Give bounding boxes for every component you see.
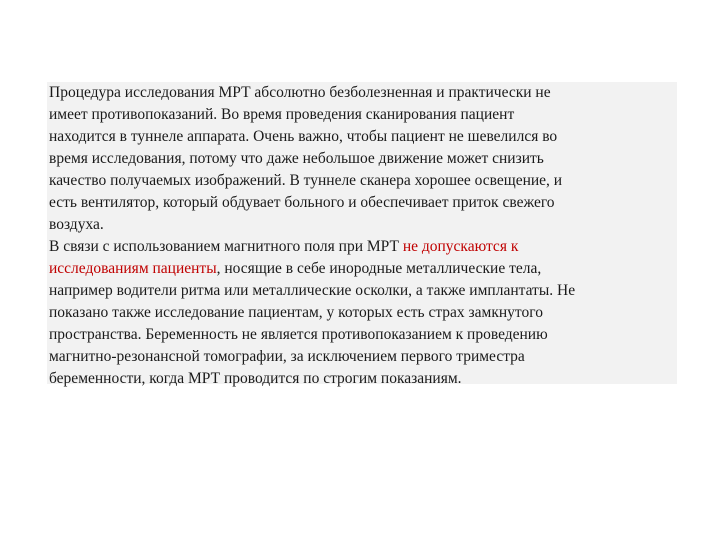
text-block bbox=[47, 82, 677, 387]
paragraph1-line: качество получаемых изображений. В туннеле сканера хорошее освещение, и bbox=[49, 172, 563, 189]
paragraph1-line: есть вентилятор, который обдувает больного и обеспечивает приток свежего bbox=[49, 194, 555, 211]
highlighted-text: исследованиям пациенты bbox=[49, 260, 217, 277]
paragraph2-line: магнитно-резонансной томографии, за исключением первого триместра bbox=[49, 348, 525, 365]
paragraph2-text: , носящие в себе инородные металлические тела, bbox=[216, 260, 542, 277]
paragraph1-line: находится в туннеле аппарата. Очень важно, чтобы пациент не шевелился во bbox=[49, 128, 558, 145]
paragraph2-line: показано также исследование пациентам, у которых есть страх замкнутого bbox=[49, 304, 543, 321]
paragraph2-text: В связи с использованием магнитного поля при МРТ bbox=[49, 238, 403, 255]
paragraph2-line bbox=[49, 236, 518, 258]
paragraph2-line: например водители ритма или металлические осколки, а также имплантаты. Не bbox=[49, 282, 576, 299]
highlighted-text: не допускаются к bbox=[402, 238, 519, 255]
paragraph1-line: имеет противопоказаний. Во время проведения сканирования пациент bbox=[49, 106, 515, 123]
paragraph2-line bbox=[49, 258, 541, 280]
paragraph2-line: пространства. Беременность не является противопоказанием к проведению bbox=[49, 326, 548, 343]
paragraph2-line: беременности, когда МРТ проводится по строгим показаниям. bbox=[49, 370, 462, 387]
paragraph1-line: Процедура исследования МРТ абсолютно безболезненная и практически не bbox=[49, 84, 551, 101]
paragraph1-line: воздуха. bbox=[49, 216, 104, 233]
paragraph1-line: время исследования, потому что даже небольшое движение может снизить bbox=[49, 150, 544, 167]
